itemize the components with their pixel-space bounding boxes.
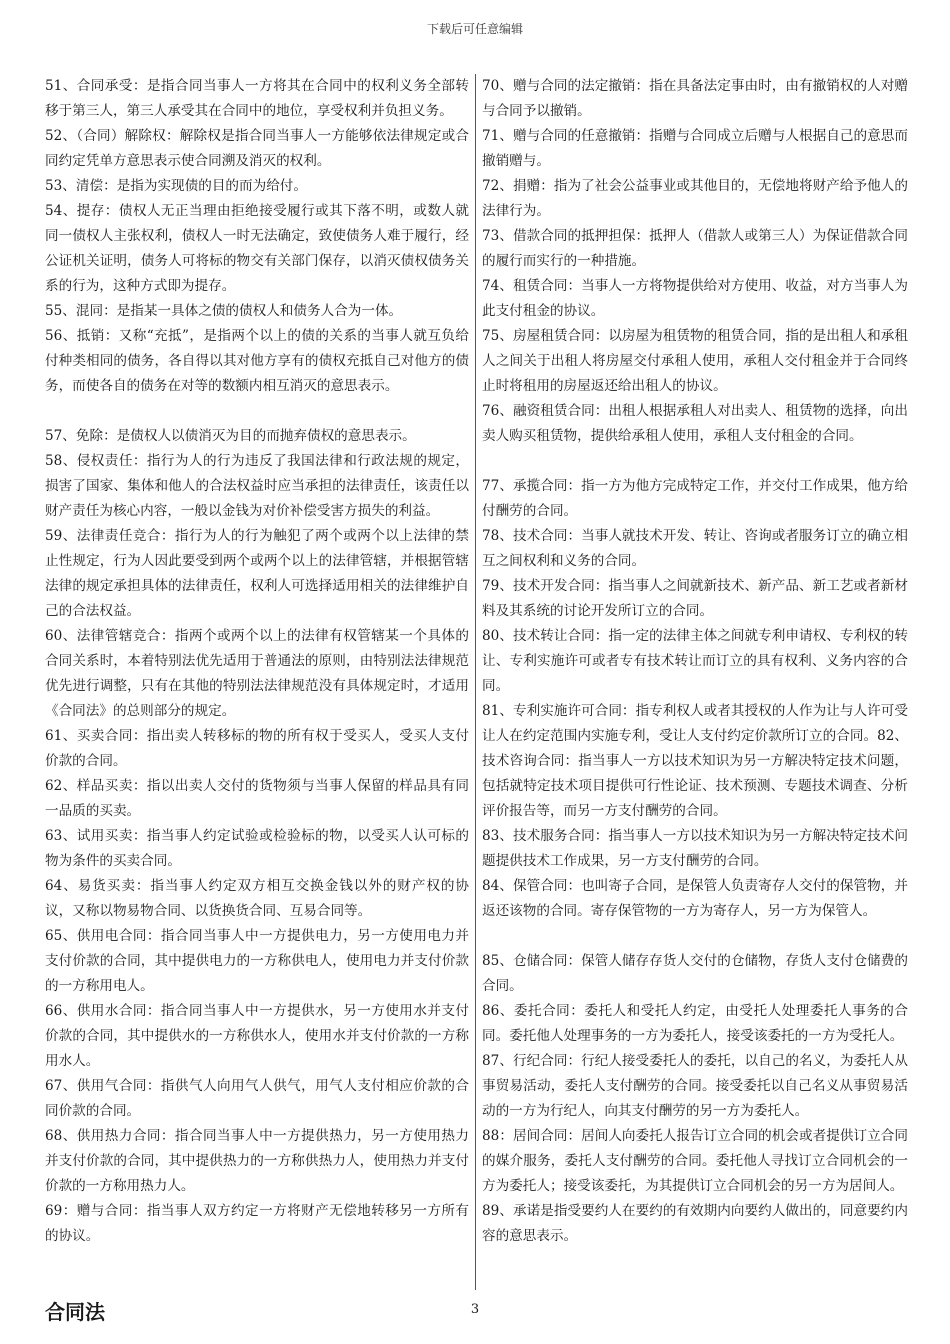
definition-entry: 53、清偿：是指为实现债的目的而为给付。 xyxy=(45,178,307,194)
definition-entry: 67、供用气合同：指供气人向用气人供气，用气人支付相应价款的合同价款的合同。 xyxy=(45,1078,469,1119)
left-column xyxy=(45,74,469,1249)
definition-entry: 73、借款合同的抵押担保：抵押人（借款人或第三人）为保证借款合同的履行而实行的一种措施。 xyxy=(482,228,908,269)
definition-entry: 75、房屋租赁合同：以房屋为租赁物的租赁合同，指的是出租人和承租人之间关于出租人将房屋交付承租人使用，承租人交付租金并于合同终止时将租用的房屋返还给出租人的协议。 xyxy=(482,328,908,394)
definition-entry: 89、承诺是指受要约人在要约的有效期内向要约人做出的，同意要约内容的意思表示。 xyxy=(482,1203,908,1244)
definition-entry: 86、委托合同：委托人和受托人约定，由受托人处理委托人事务的合同。委托他人处理事务的一方为委托人，接受该委托的一方为受托人。 xyxy=(482,1003,908,1044)
definition-entry: 74、租赁合同：当事人一方将物提供给对方使用、收益，对方当事人为此支付租金的协议。 xyxy=(482,278,908,319)
definition-entry: 76、融资租赁合同：出租人根据承租人对出卖人、租赁物的选择，向出卖人购买租赁物，提供给承租人使用，承租人支付租金的合同。 xyxy=(482,403,908,444)
definition-entry: 65、供用电合同：指合同当事人中一方提供电力，另一方使用电力并支付价款的合同，其中提供电力的一方称供电人，使用电力并支付价款的一方称用电人。 xyxy=(45,928,469,994)
footer-title: 合同法 xyxy=(45,1300,105,1324)
definition-entry: 88：居间合同：居间人向委托人报告订立合同的机会或者提供订立合同的媒介服务，委托人支付酬劳的合同。委托他人寻找订立合同机会的一方为委托人；接受该委托，为其提供订立合同机会的另一方为居间人。 xyxy=(482,1128,908,1194)
definition-entry: 62、样品买卖：指以出卖人交付的货物须与当事人保留的样品具有同一品质的买卖。 xyxy=(45,778,469,819)
definition-entry: 80、技术转让合同：指一定的法律主体之间就专利申请权、专利权的转让、专利实施许可或者专有技术转让而订立的具有权利、义务内容的合同。 xyxy=(482,628,908,694)
definition-entry: 56、抵销：又称“充抵”，是指两个以上的债的关系的当事人就互负给付种类相同的债务，各自得以其对他方享有的债权充抵自己对他方的债务，而使各自的债务在对等的数额内相互消灭的意思表示。 xyxy=(45,328,469,394)
definition-entry: 72、捐赠：指为了社会公益事业或其他目的，无偿地将财产给予他人的法律行为。 xyxy=(482,178,908,219)
page-number: 3 xyxy=(470,1302,480,1317)
spacer xyxy=(482,449,908,474)
definition-entry: 60、法律管辖竞合：指两个或两个以上的法律有权管辖某一个具体的合同关系时，本着特别法优先适用于普通法的原则，由特别法法律规范优先进行调整，只有在其他的特别法法律规范没有具体规定时，才适用《合同法》的总则部分的规定。 xyxy=(45,628,469,719)
definition-entry: 55、混同：是指某一具体之债的债权人和债务人合为一体。 xyxy=(45,303,403,319)
definition-entry: 84、保管合同：也叫寄子合同，是保管人负责寄存人交付的保管物，并返还该物的合同。寄存保管物的一方为寄存人，另一方为保管人。 xyxy=(482,878,908,919)
definition-entry: 78、技术合同：当事人就技术开发、转让、咨询或者服务订立的确立相互之间权利和义务的合同。 xyxy=(482,528,908,569)
definition-entry: 87、行纪合同：行纪人接受委托人的委托，以自己的名义，为委托人从事贸易活动，委托人支付酬劳的合同。接受委托以自己名义从事贸易活动的一方为行纪人，向其支付酬劳的另一方为委托人。 xyxy=(482,1053,908,1119)
definition-entry: 69：赠与合同：指当事人双方约定一方将财产无偿地转移另一方所有的协议。 xyxy=(45,1203,469,1244)
definition-entry: 70、赠与合同的法定撤销：指在具备法定事由时，由有撤销权的人对赠与合同予以撤销。 xyxy=(482,78,908,119)
definition-entry: 71、赠与合同的任意撤销：指赠与合同成立后赠与人根据自己的意思而撤销赠与。 xyxy=(482,128,908,169)
definition-entry: 64、易货买卖：指当事人约定双方相互交换金钱以外的财产权的协议，又称以物易物合同、以货换货合同、互易合同等。 xyxy=(45,878,469,919)
page-header: 下载后可任意编辑 xyxy=(426,22,523,36)
definition-entry: 57、免除：是债权人以债消灭为目的而抛弃债权的意思表示。 xyxy=(45,428,416,444)
column-divider xyxy=(475,74,476,1290)
definition-entry: 54、提存：债权人无正当理由拒绝接受履行或其下落不明，或数人就同一债权人主张权利，债权人一时无法确定，致使债务人难于履行，经公证机关证明，债务人可将标的物交有关部门保存，以消灭债权债务关系的行为，这种方式即为提存。 xyxy=(45,203,469,294)
definition-entry: 81、专利实施许可合同：指专利权人或者其授权的人作为让与人许可受让人在约定范围内实施专利，受让人支付约定价款所订立的合同。82、技术咨询合同：指当事人一方以技术知识为另一方解决特定技术问题，包括就特定技术项目提供可行性论证、技术预测、专题技术调查、分析评价报告等，而另一方支付酬劳的合同。 xyxy=(482,703,908,819)
spacer xyxy=(482,924,908,949)
definition-entry: 66、供用水合同：指合同当事人中一方提供水，另一方使用水并支付价款的合同，其中提供水的一方称供水人，使用水并支付价款的一方称用水人。 xyxy=(45,1003,469,1069)
definition-entry: 68、供用热力合同：指合同当事人中一方提供热力，另一方使用热力并支付价款的合同，其中提供热力的一方称供热力人，使用热力并支付价款的一方称用热力人。 xyxy=(45,1128,469,1194)
definition-entry: 79、技术开发合同：指当事人之间就新技术、新产品、新工艺或者新材料及其系统的讨论开发所订立的合同。 xyxy=(482,578,908,619)
definition-entry: 61、买卖合同：指出卖人转移标的物的所有权于受买人，受买人支付价款的合同。 xyxy=(45,728,469,769)
definition-entry: 58、侵权责任：指行为人的行为违反了我国法律和行政法规的规定，损害了国家、集体和他人的合法权益时应当承担的法律责任，该责任以财产责任为核心内容，一般以金钱为对价补偿受害方损失的利益。 xyxy=(45,453,469,519)
right-column xyxy=(482,74,908,1249)
definition-entry: 51、合同承受：是指合同当事人一方将其在合同中的权利义务全部转移于第三人，第三人承受其在合同中的地位，享受权利并负担义务。 xyxy=(45,78,469,119)
definition-entry: 52、（合同）解除权：解除权是指合同当事人一方能够依法律规定或合同约定凭单方意思表示使合同溯及消灭的权利。 xyxy=(45,128,469,169)
definition-entry: 77、承揽合同：指一方为他方完成特定工作，并交付工作成果，他方给付酬劳的合同。 xyxy=(482,478,908,519)
definition-entry: 59、法律责任竞合：指行为人的行为触犯了两个或两个以上法律的禁止性规定，行为人因此要受到两个或两个以上的法律管辖，并根据管辖法律的规定承担具体的法律责任，权利人可选择适用相关的法律维护自己的合法权益。 xyxy=(45,528,469,619)
definition-entry: 83、技术服务合同：指当事人一方以技术知识为另一方解决特定技术问题提供技术工作成果，另一方支付酬劳的合同。 xyxy=(482,828,908,869)
definition-entry: 63、试用买卖：指当事人约定试验或检验标的物，以受买人认可标的物为条件的买卖合同。 xyxy=(45,828,469,869)
spacer xyxy=(45,399,469,424)
definition-entry: 85、仓储合同：保管人储存存货人交付的仓储物，存货人支付仓储费的合同。 xyxy=(482,953,908,994)
